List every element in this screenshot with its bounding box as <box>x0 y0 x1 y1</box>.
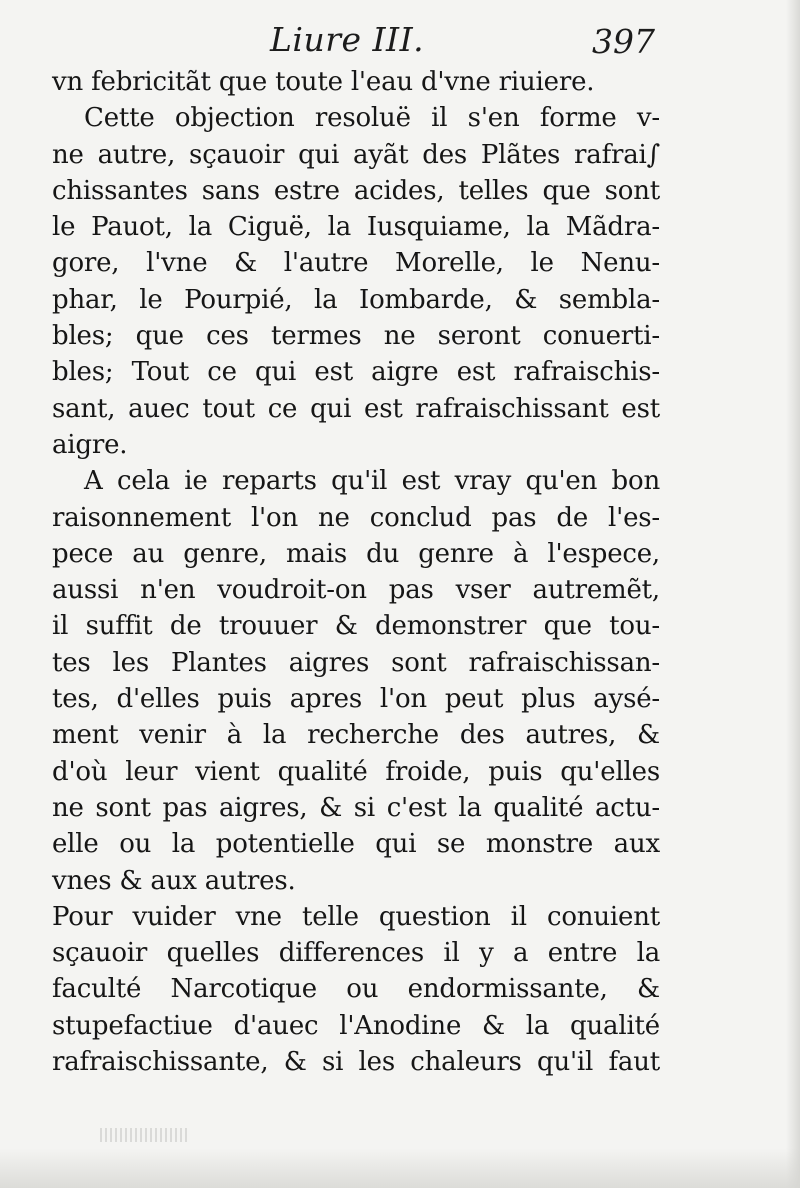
ink-smudge <box>100 1128 190 1142</box>
text-line: stupefactiue d'auec l'Anodine & la qualité <box>52 1010 660 1041</box>
text-line: Pour vuider vne telle question il conuient <box>52 901 660 932</box>
text-line: ne autre, sçauoir qui ayãt des Plãtes rafrai∫ <box>52 139 660 170</box>
text-line: vn febricitãt que toute l'eau d'vne riuiere. <box>52 67 595 97</box>
text-line: aussi n'en voudroit-on pas vser autremẽt, <box>52 575 660 606</box>
text-line: ne sont pas aigres, & si c'est la qualité actu- <box>52 792 660 823</box>
text-line: d'où leur vient qualité froide, puis qu'elles <box>52 756 660 787</box>
text-line: bles; que ces termes ne seront conuerti- <box>52 321 660 352</box>
text-line: A cela ie reparts qu'il est vray qu'en bon <box>84 466 660 497</box>
text-line: gore, l'vne & l'autre Morelle, le Nenu- <box>52 248 660 279</box>
text-line: tes les Plantes aigres sont rafraischissan- <box>52 647 660 678</box>
page-bottom-shadow <box>0 1148 800 1188</box>
text-line: raisonnement l'on ne conclud pas de l'es- <box>52 502 660 533</box>
text-line: ment venir à la recherche des autres, & <box>52 720 660 751</box>
text-line: pece au genre, mais du genre à l'espece, <box>52 538 660 569</box>
text-line: sçauoir quelles differences il y a entre la <box>52 938 660 969</box>
text-line: aigre. <box>52 429 128 460</box>
page-number: 397 <box>592 22 655 61</box>
page-edge-shadow <box>786 0 800 1188</box>
text-line: chissantes sans estre acides, telles que sont <box>52 175 660 206</box>
body-text <box>52 64 660 1080</box>
text-line: faculté Narcotique ou endormissante, & <box>52 974 660 1005</box>
text-line: tes, d'elles puis apres l'on peut plus aysé- <box>52 684 660 715</box>
text-line: rafraischissante, & si les chaleurs qu'il faut <box>52 1047 660 1078</box>
text-line: bles; Tout ce qui est aigre est rafraischis- <box>52 357 660 388</box>
text-line: il suffit de trouuer & demonstrer que tou- <box>52 611 660 642</box>
text-line: elle ou la potentielle qui se monstre aux <box>52 829 660 860</box>
running-head <box>0 20 800 64</box>
text-line: sant, auec tout ce qui est rafraischissant est <box>52 393 660 424</box>
running-title: Liure III. <box>270 20 425 59</box>
text-line: vnes & aux autres. <box>52 865 296 896</box>
text-line: Cette objection resoluë il s'en forme v- <box>84 103 660 134</box>
text-line: phar, le Pourpié, la Iombarde, & sembla- <box>52 284 660 315</box>
text-line: le Pauot, la Ciguë, la Iusquiame, la Mãdra- <box>52 212 660 243</box>
